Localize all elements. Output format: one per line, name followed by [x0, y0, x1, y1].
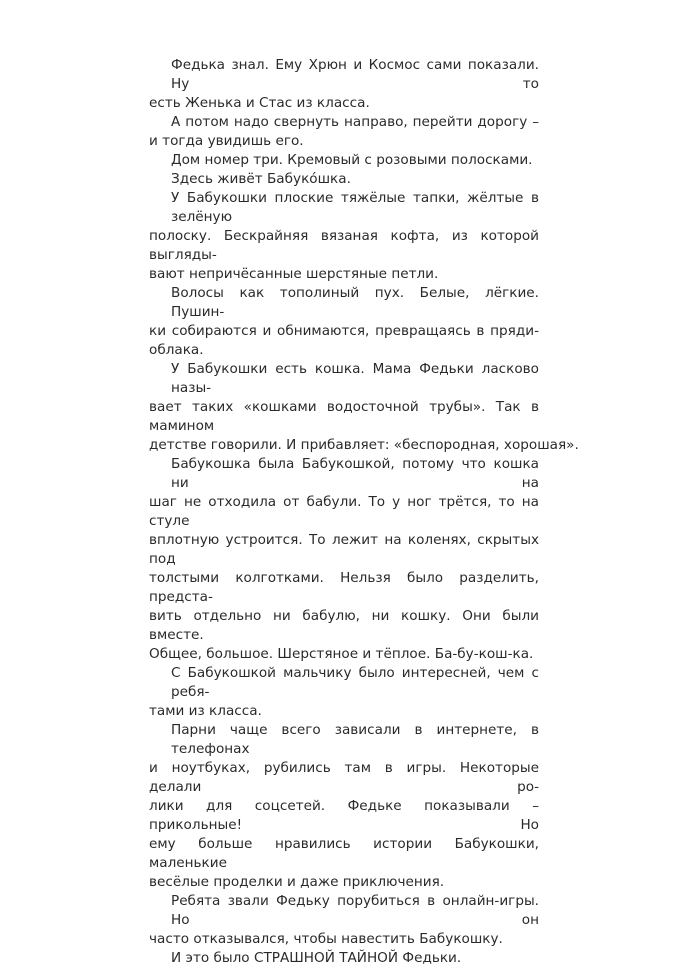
text-line: толстыми колготками. Нельзя было разделить, предста-	[149, 570, 539, 605]
paragraph	[149, 455, 539, 664]
text-line: Парни чаще всего зависали в интернете, в телефонах	[171, 722, 539, 757]
paragraph	[149, 721, 539, 892]
paragraph	[149, 284, 539, 360]
text-line: шаг не отходила от бабули. То у ног трётся, то на стуле	[149, 494, 539, 529]
text-line: ему больше нравились истории Бабукошки, маленькие	[149, 836, 539, 871]
paragraph	[149, 664, 539, 721]
text-line: А потом надо свернуть направо, перейти дорогу –	[171, 114, 539, 130]
text-line: У Бабукошки есть кошка. Мама Федьки ласково назы-	[171, 361, 539, 396]
text-line: ки собираются и обнимаются, превращаясь в пряди-	[149, 323, 539, 339]
text-line: весёлые проделки и даже приключения.	[149, 874, 445, 890]
text-line: часто отказывался, чтобы навестить Бабукошку.	[149, 931, 503, 947]
text-line: вплотную устроится. То лежит на коленях, скрытых под	[149, 532, 539, 567]
text-line: и тогда увидишь его.	[149, 133, 304, 149]
paragraph	[149, 949, 539, 968]
text-line: вает таких «кошками водосточной трубы». Так в мамином	[149, 399, 539, 434]
text-line: детстве говорили. И прибавляет: «беспородная, хорошая».	[149, 437, 579, 453]
text-line: С Бабукошкой мальчику было интересней, чем с ребя-	[171, 665, 539, 700]
text-line: вить отдельно ни бабулю, ни кошку. Они были вместе.	[149, 608, 539, 643]
paragraph	[149, 360, 579, 455]
text-line: вают непричёсанные шерстяные петли.	[149, 266, 439, 282]
paragraph	[149, 151, 539, 170]
text-line: тами из класса.	[149, 703, 262, 719]
text-line: И это было СТРАШНОЙ ТАЙНОЙ Федьки.	[171, 950, 462, 966]
text-line: Ребята звали Федьку порубиться в онлайн-игры. Но он	[171, 893, 539, 928]
text-line: Здесь живёт Бабуко́шка.	[171, 171, 351, 187]
text-line: Волосы как тополиный пух. Белые, лёгкие. Пушин-	[171, 285, 539, 320]
paragraph	[149, 56, 539, 113]
text-line: и ноутбуках, рубились там в игры. Некоторые делали ро-	[149, 760, 539, 795]
paragraph	[149, 892, 539, 949]
paragraph	[149, 189, 539, 284]
text-line: Дом номер три. Кремовый с розовыми полосками.	[171, 152, 533, 168]
text-line: лики для соцсетей. Федьке показывали – прикольные! Но	[149, 798, 539, 833]
text-line: Федька знал. Ему Хрюн и Космос сами показали. Ну то	[171, 57, 539, 92]
text-line: Общее, большое. Шерстяное и тёплое. Ба-бу-кош-ка.	[149, 646, 534, 662]
text-line: есть Женька и Стас из класса.	[149, 95, 370, 111]
paragraph	[149, 170, 539, 189]
text-line: полоску. Бескрайняя вязаная кофта, из которой выгляды-	[149, 228, 539, 263]
paragraph	[149, 113, 539, 151]
story-text	[149, 56, 579, 968]
text-line: У Бабукошки плоские тяжёлые тапки, жёлтые в зелёную	[171, 190, 539, 225]
text-line: Бабукошка была Бабукошкой, потому что кошка ни на	[171, 456, 539, 491]
text-line: облака.	[149, 342, 204, 358]
